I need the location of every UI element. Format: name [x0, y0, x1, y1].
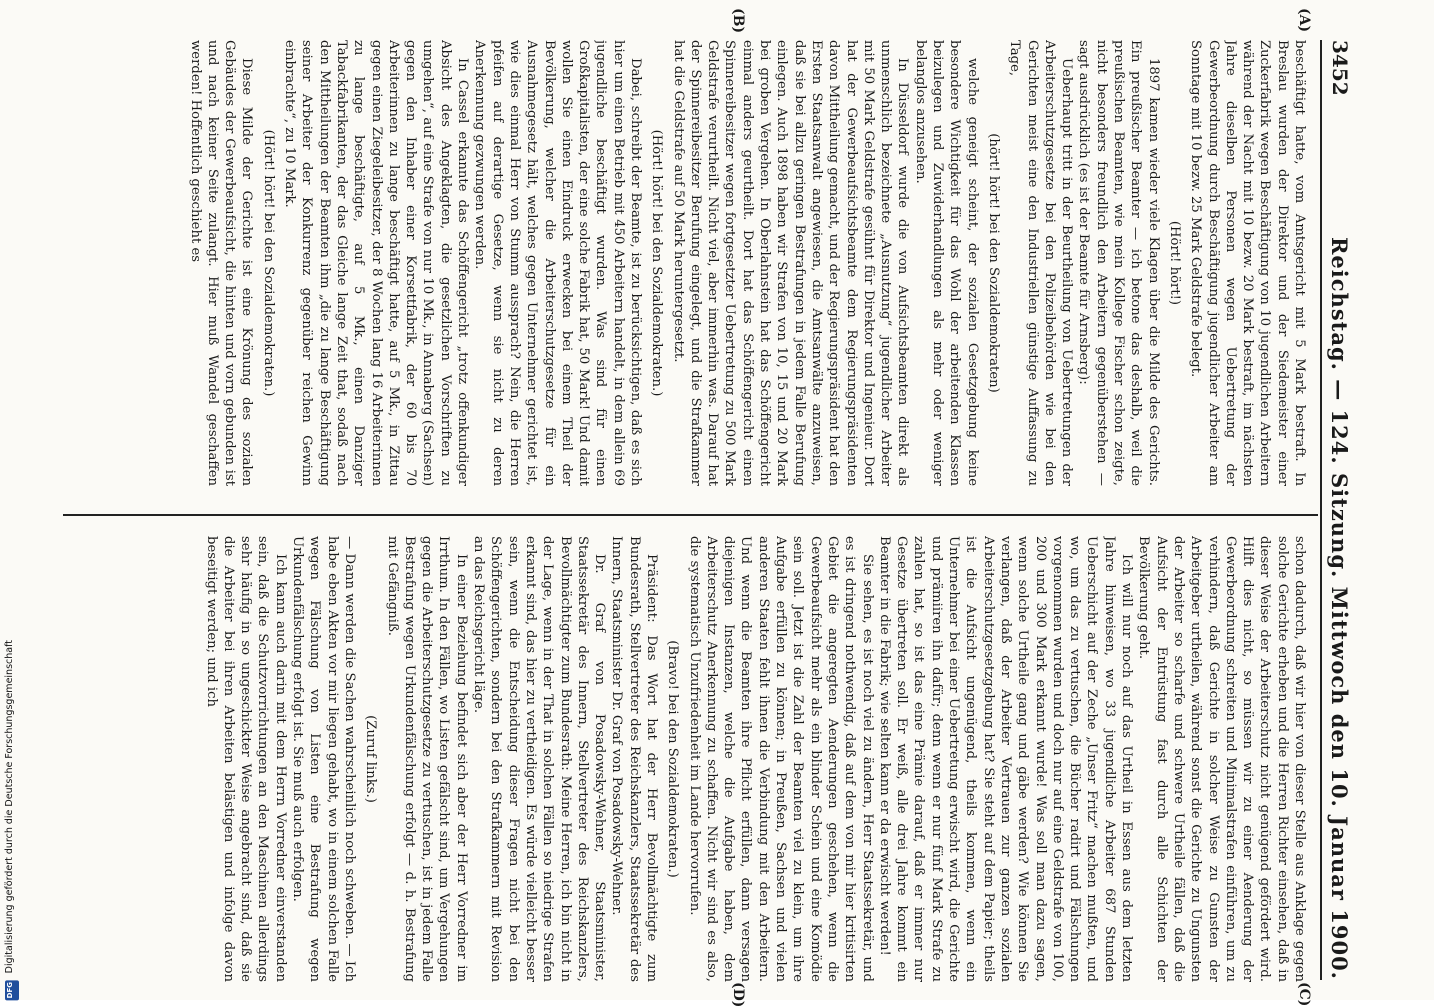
interjection: (Hört! hört!): [1166, 220, 1182, 306]
margin-marker-d: (D): [730, 982, 746, 1007]
margin-marker-c: (C): [1296, 982, 1312, 1007]
paragraph: Ich kann auch darin mit dem Herrn Vorredner einverstanden sein, daß die Schutzvorrichtungen an den Maschinen allerdings sehr häufig in so ungeschickter Weise angebracht sind, daß sie die Arbeiter bei ihren Arbeiten belästigen und infolge davon beseitigt werden; und ich: [203, 536, 288, 982]
speaker-paragraph: Dr. Graf von Posadowsky-Wehner, Staatsminister, Staatssekretär des Innern, Stellvertreter des Reichskanzlers, Bevollmächtigter zum Bundesrath: Meine Herren, ich bin nicht in der Lage, wenn in der That in solchen Fällen so niedrige Strafen erkannt sind, das hier zu vertheidigen. Es würde vielleicht besser sein, wenn die Entscheidung dieser Fragen nicht bei den Schöffengerichten, sondern bei den Strafkammern mit Revision an das Reichsgericht läge.: [471, 536, 608, 982]
page-number: 3452: [1328, 40, 1352, 96]
margin-marker-b: (B): [730, 8, 746, 34]
paragraph: In Düsseldorf wurde die von Aufsichtsbeamten direkt als unmenschlich bezeichnete „Ausnutzung“ jugendlicher Arbeiter mit 50 Mark Geldstrafe gesühnt für Direktor und Ingenieur. Dort hat der Gewerbeaufsichtsbeamte dem Regierungspräsidenten davon Mittheilung gemacht, und der Regierungspräsident hat den Ersten Staatsanwalt angewiesen, die Amtsanwälte anzuweisen, daß sie bei allzu geringen Bestrafungen in jedem Falle Berufung einlegen. Auch 1898 haben wir Strafen von 10, 15 und 20 Mark bei groben Vergehen. In Oberlahnstein hat das Schöffengericht einmal anders geurtheilt. Dort hat das Schöffengericht einen Spinnereibesitzer wegen fortgesetzter Uebertretung zu 500 Mark Geldstrafe verurtheilt. Nicht viel, aber immerhin was. Darauf hat der Spinnereibesitzer Berufung eingelegt, und die Strafkammer hat die Geldstrafe auf 50 Mark heruntergesetzt.: [670, 40, 911, 486]
paragraph: In einer Beziehung befindet sich aber der Herr Vorredner im Irrthum. In den Fällen, wo Listen gefälscht sind, um Vergehungen gegen die Arbeiterschutzgesetze zu vertuschen, ist in jedem Falle Bestrafung wegen Urkundenfälschung erfolgt — d. h. Bestrafung mit Gefängniß.: [384, 536, 469, 982]
interjection: (Bravo! bei den Sozialdemokraten.): [665, 640, 681, 878]
paragraph: Dabei, schreibt der Beamte, ist zu berücksichtigen, daß es sich hier um einen Betrieb mit 450 Arbeitern handelt, in dem allein 69 jugendliche beschäftigt wurden. Was sind für einen Großkapitalisten, der eine solche Fabrik hat, 50 Mark! Und damit wollen Sie einen Eindruck erwecken bei einem Theil der Bevölkerung, welcher die Arbeiterschutzgesetze für ein Ausnahmegesetz hält, welches gegen Unternehmer gerichtet ist, wie dies einmal Herr von Stumm aussprach? Nein, die Herren pfeifen auf derartige Gesetze, wenn sie nicht zu deren Anerkennung gezwungen werden.: [472, 40, 644, 486]
left-column: [63, 40, 1308, 486]
interjection: (hört! hört! bei den Sozialdemokraten): [985, 133, 1001, 393]
credit-text: Digitalisierung gefördert durch die Deutsche Forschungsgemeinschaft: [3, 639, 15, 973]
paragraph: In Cassel erkannte das Schöffengericht „trotz offenkundiger Absicht des Angeklagten, die gesetzlichen Vorschriften zu umgehen“, auf eine Strafe von nur 10 Mk., in Annaberg (Sachsen) gegen den Inhaber einer Korsettfabrik, der 60 bis 70 Arbeiterinnen zu lange beschäftigt hatte, auf 5 Mk., in Zittau gegen einen Ziegeleibesitzer, der 8 Wochen lang 16 Arbeiterinnen zu lange beschäftigte, auf 5 Mk., einen Danziger Tabackfabrikanten, der das Gleiche lange Zeit that, sodaß nach den Mittheilungen der Beamten ihm „die zu lange Beschäftigung seiner Arbeiter der Konkurrenz gegenüber reichen Gewinn einbrachte“, zu 10 Mark.: [282, 40, 471, 486]
page-header: [1324, 40, 1356, 980]
quotation: Ueberhaupt tritt in der Beurtheilung von Uebertretungen der Arbeiterschutzgesetze bei den Polizeibehörden wie bei den Gerichten meist eine den Industriellen günstige Auffassung zu Tage,: [1007, 40, 1075, 486]
header-rule: [1320, 40, 1322, 980]
interjection: (Zuruf links.): [363, 715, 379, 803]
margin-marker-a: (A): [1296, 8, 1312, 33]
interjection: (Hört! hört! bei den Sozialdemokraten.): [649, 129, 665, 397]
speaker-paragraph: Präsident: Das Wort hat der Herr Bevollmächtigte zum Bundesrath, Stellvertreter des Reichskanzlers, Staatssekretär des Innern, Staatsminister Dr. Graf von Posadowsky-Wehner.: [609, 536, 660, 982]
paragraph: Diese Milde der Gerichte ist eine Krönung des sozialen Gebäudes der Gewerbeaufsicht, die hinten und vorn gebunden ist und nach keiner Seite zulangt. Hier muß Wandel geschaffen werden! Hoffentlich geschieht es: [187, 40, 255, 486]
paragraph: — Dann werden die Sachen wahrscheinlich noch schweben. — Ich habe eben Akten vor mir liegen gehabt, wo in einem solchen Falle wegen Fälschung von Listen eine Bestrafung wegen Urkundenfälschung erfolgt ist. Sie muß auch erfolgen.: [290, 536, 357, 982]
interjection: (Hört! hört! bei den Sozialdemokraten.): [260, 129, 276, 397]
paragraph: 1897 kamen wieder viele Klagen über die Milde des Gerichts. Ein preußischer Beamter — ich betone das deshalb, weil die preußischen Beamten, wie mein Kollege Fischer schon zeigte, nicht besonders freundlich den Arbeitern gegenüberstehen — sagt ausdrücklich (es ist der Beamte für Arnsberg):: [1076, 40, 1161, 486]
dfg-logo: DFG: [5, 980, 19, 1000]
quotation: welche geneigt scheint, der sozialen Gesetzgebung keine besondere Wichtigkeit für das Wohl der arbeitenden Klassen beizulegen und Zuwiderhandlungen als mehr oder weniger belanglos anzusehen.: [912, 40, 980, 486]
paragraph: schon dadurch, daß wir hier von dieser Stelle aus Anklage gegen solche Gerichte erheben und die Herren Richter einsehen, daß in dieser Weise der Arbeiterschutz nicht genügend gefördert wird. Hilft dies nicht, so müssen wir zu einer Aenderung der Gewerbeordnung schreiten und Minimalstrafen einführen, um zu verhindern, daß Gerichte in solcher Weise zu Gunsten der Arbeitgeber urtheilen, während sonst die Gerichte zu Ungunsten der Arbeiter so scharfe und schwere Urtheile fällen, daß die Aufsicht der Entrüstung fast durch alle Schichten der Bevölkerung geht.: [1136, 536, 1307, 982]
column-divider: [63, 514, 1318, 516]
paragraph: beschäftigt hatte, vom Amtsgericht mit 5 Mark bestraft. In Breslau wurden der Direktor und der Siedemeister einer Zuckerfabrik wegen Beschäftigung von 10 jugendlichen Arbeitern während der Nacht mit 10 bezw. 20 Mark bestraft, im nächsten Jahre dieselben Personen wegen Uebertretung der Gewerbeordnung durch Beschäftigung jugendlicher Arbeiter am Sonntage mit 10 bezw. 25 Mark Geldstrafe belegt.: [1188, 40, 1307, 486]
paragraph: Sie sehen, es ist noch viel zu ändern, Herr Staatssekretär, und es ist dringend nothwendig, daß auf dem von mir hier kritisirten Gebiet die angeregten Aenderungen geschehen, wenn die Gewerbeaufsicht mehr als ein blinder Schein und eine Komödie sein soll. Jetzt ist die Zahl der Beamten viel zu klein, um ihre Aufgabe erfüllen zu können; in Preußen, Sachsen und vielen anderen Staaten fehlt ihnen die Verbindung mit den Arbeitern. Und wenn die Beamten ihre Pflicht erfüllen, dann versagen diejenigen Instanzen, welche die Aufgabe haben, dem Arbeiterschutz Anerkennung zu schaffen. Nicht wir sind es also, die systematisch Unzufriedenheit im Lande hervorrufen.: [686, 536, 875, 982]
paragraph: Ich will nur noch auf das Urtheil in Essen aus dem letzten Jahre hinweisen, wo 33 jugendliche Arbeiter 687 Stunden Ueberschicht auf der Zeche „Unser Fritz“ machen mußten, und wo, um das zu vertuschen, die Bücher radirt und Fälschungen vorgenommen wurden und doch nur auf eine Geldstrafe von 100, 200 und 300 Mark erkannt wurde! Was soll man dazu sagen, wenn solche Urtheile gang und gäbe werden? Wie können Sie verlangen, daß der Arbeiter Vertrauen zur ganzen sozialen Arbeiterschutzgesetzgebung hat? Sie steht auf dem Papier; theils ist die Aufsicht ungenügend, theils kommen, wenn ein Unternehmer bei einer Uebertretung erwischt wird, die Gerichte und prämiiren ihn dafür; denn wenn er nur fünf Mark Strafe zu zahlen hat, so ist das eine Prämie darauf, daß er immer nur Gesetze übertreten soll. Er weiß, alle drei Jahre kommt ein Beamter in die Fabrik; wie selten kann er da erwischt werden!: [876, 536, 1135, 982]
page-title: Reichstag. — 124. Sitzung. Mittwoch den 10. Januar 1900.: [1327, 236, 1353, 980]
right-column: [63, 536, 1308, 982]
digitization-credit: [0, 0, 22, 1000]
